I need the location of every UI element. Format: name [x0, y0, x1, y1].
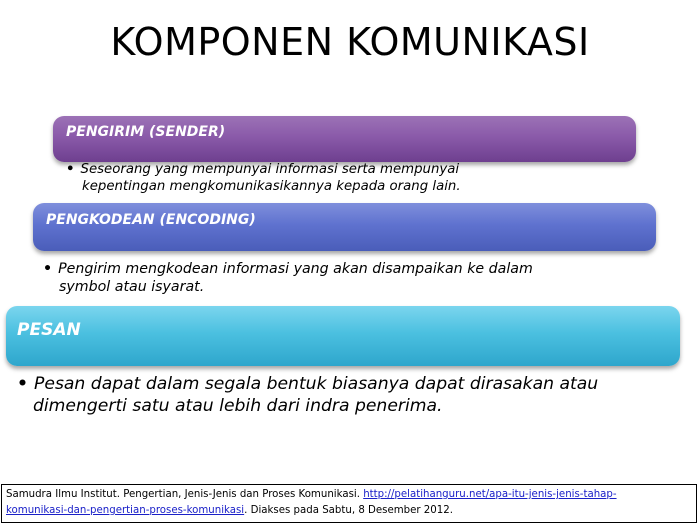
description-sender-line1: Seseorang yang mempunyai informasi serta mempunyai: [80, 162, 460, 177]
heading-bar-encoding: [33, 203, 656, 251]
heading-bar-message: [6, 306, 680, 366]
description-encoding: [43, 261, 663, 297]
heading-bar-sender: [53, 116, 636, 162]
citation-link-line2: komunikasi-dan-pengertian-proses-komunikasi: [6, 505, 245, 516]
description-sender-line2: kepentingan mengkomunikasikannya kepada orang lain.: [82, 178, 461, 194]
bullet-icon: •: [66, 162, 75, 177]
bullet-icon: •: [43, 261, 53, 277]
description-message-line1: Pesan dapat dalam segala bentuk biasanya dapat dirasakan atau: [34, 374, 599, 394]
citation-prefix: Samudra Ilmu Institut. Pengertian, Jenis-Jenis dan Proses Komunikasi.: [6, 489, 364, 500]
slide-title: KOMPONEN KOMUNIKASI: [110, 20, 590, 64]
description-encoding-line1: Pengirim mengkodean informasi yang akan disampaikan ke dalam: [58, 261, 533, 277]
citation-suffix: . Diakses pada Sabtu, 8 Desember 2012.: [244, 505, 453, 516]
description-encoding-line2: symbol atau isyarat.: [59, 278, 205, 295]
description-message-line2: dimengerti satu atau lebih dari indra penerima.: [33, 395, 443, 416]
citation-link-line1: http://pelatihanguru.net/apa-itu-jenis-jenis-tahap-: [363, 489, 617, 500]
description-sender: [66, 162, 626, 195]
description-message: [17, 374, 687, 417]
citation-box: [1, 484, 697, 523]
heading-sender: PENGIRIM (SENDER): [66, 124, 226, 140]
heading-encoding: PENGKODEAN (ENCODING): [46, 212, 256, 228]
heading-message: PESAN: [17, 320, 81, 340]
bullet-icon: •: [17, 374, 28, 394]
